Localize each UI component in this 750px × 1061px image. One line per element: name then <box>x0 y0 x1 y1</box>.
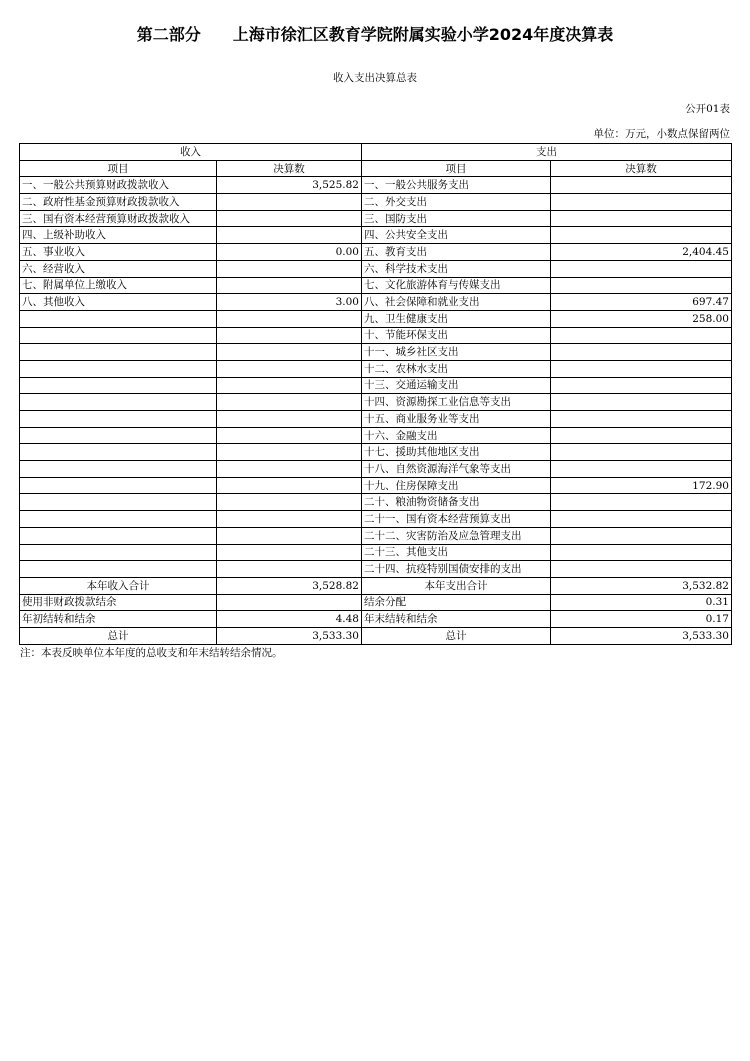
income-amount-cell <box>217 411 362 428</box>
table-row <box>20 227 732 244</box>
expense-item-cell: 二十一、国有资本经营预算支出 <box>362 511 551 528</box>
income-item-cell: 使用非财政拨款结余 <box>20 594 217 611</box>
expense-item-cell: 结余分配 <box>362 594 551 611</box>
expense-amount-cell <box>551 461 732 478</box>
income-amount-cell <box>217 377 362 394</box>
table-column-header-row <box>20 160 732 177</box>
income-item-cell <box>20 411 217 428</box>
expense-item-cell: 十七、援助其他地区支出 <box>362 444 551 461</box>
table-row <box>20 544 732 561</box>
expense-amount-cell <box>551 194 732 211</box>
income-amount-cell <box>217 194 362 211</box>
income-amount-cell: 4.48 <box>217 611 362 628</box>
income-amount-cell <box>217 210 362 227</box>
carryover-row <box>20 611 732 628</box>
expense-item-cell: 十二、农林水支出 <box>362 360 551 377</box>
expense-amount-cell: 0.17 <box>551 611 732 628</box>
income-item-cell: 七、附属单位上缴收入 <box>20 277 217 294</box>
income-item-cell <box>20 444 217 461</box>
table-row <box>20 444 732 461</box>
expense-amount-cell <box>551 544 732 561</box>
income-item-cell <box>20 344 217 361</box>
annual-total-row <box>20 577 732 594</box>
income-amount-cell <box>217 477 362 494</box>
income-item-cell <box>20 544 217 561</box>
table-row <box>20 244 732 261</box>
table-row <box>20 360 732 377</box>
non-fiscal-balance-row <box>20 594 732 611</box>
footnote: 注：本表反映单位本年度的总收支和年末结转结余情况。 <box>20 647 283 659</box>
income-amount-cell <box>217 544 362 561</box>
table-row <box>20 461 732 478</box>
income-item-cell <box>20 527 217 544</box>
expense-amount-cell <box>551 527 732 544</box>
expense-item-cell: 十八、自然资源海洋气象等支出 <box>362 461 551 478</box>
expense-amount-cell: 172.90 <box>551 477 732 494</box>
income-item-cell: 二、政府性基金预算财政拨款收入 <box>20 194 217 211</box>
income-item-cell: 六、经营收入 <box>20 260 217 277</box>
expense-item-cell: 十九、住房保障支出 <box>362 477 551 494</box>
expense-amount-cell: 2,404.45 <box>551 244 732 261</box>
table-row <box>20 494 732 511</box>
income-item-cell <box>20 327 217 344</box>
table-row <box>20 294 732 311</box>
income-item-cell: 一、一般公共预算财政拨款收入 <box>20 177 217 194</box>
income-amount-cell <box>217 444 362 461</box>
income-amount-cell <box>217 344 362 361</box>
expense-item-cell: 七、文化旅游体育与传媒支出 <box>362 277 551 294</box>
income-item-cell: 五、事业收入 <box>20 244 217 261</box>
expense-amount-cell <box>551 411 732 428</box>
table-row <box>20 310 732 327</box>
expense-item-cell: 四、公共安全支出 <box>362 227 551 244</box>
form-number: 公开01表 <box>685 103 730 115</box>
expense-item-cell: 八、社会保障和就业支出 <box>362 294 551 311</box>
budget-summary-table <box>19 143 732 645</box>
expense-amount-header: 决算数 <box>551 160 732 177</box>
expense-item-cell: 一、一般公共服务支出 <box>362 177 551 194</box>
expense-amount-cell <box>551 360 732 377</box>
expense-item-cell: 本年支出合计 <box>362 577 551 594</box>
income-item-cell: 八、其他收入 <box>20 294 217 311</box>
expense-item-cell: 五、教育支出 <box>362 244 551 261</box>
expense-item-cell: 九、卫生健康支出 <box>362 310 551 327</box>
expense-amount-cell: 258.00 <box>551 310 732 327</box>
expense-item-cell: 十三、交通运输支出 <box>362 377 551 394</box>
income-item-cell: 三、国有资本经营预算财政拨款收入 <box>20 210 217 227</box>
expense-amount-cell <box>551 427 732 444</box>
grand-total-row <box>20 627 732 644</box>
income-amount-cell <box>217 327 362 344</box>
expense-header: 支出 <box>362 144 732 161</box>
income-amount-cell <box>217 310 362 327</box>
expense-amount-cell: 697.47 <box>551 294 732 311</box>
expense-amount-cell: 0.31 <box>551 594 732 611</box>
income-amount-cell <box>217 227 362 244</box>
income-amount-cell <box>217 594 362 611</box>
table-row <box>20 561 732 578</box>
income-item-cell <box>20 511 217 528</box>
income-amount-cell <box>217 260 362 277</box>
expense-item-cell: 二十二、灾害防治及应急管理支出 <box>362 527 551 544</box>
income-amount-cell <box>217 360 362 377</box>
income-amount-cell <box>217 561 362 578</box>
expense-amount-cell <box>551 327 732 344</box>
expense-item-cell: 二十四、抗疫特别国债安排的支出 <box>362 561 551 578</box>
expense-item-cell: 二十三、其他支出 <box>362 544 551 561</box>
income-item-cell <box>20 477 217 494</box>
income-amount-cell: 3,533.30 <box>217 627 362 644</box>
table-row <box>20 427 732 444</box>
table-subtitle: 收入支出决算总表 <box>333 72 417 84</box>
income-item-cell <box>20 561 217 578</box>
page-title: 第二部分 上海市徐汇区教育学院附属实验小学2024年度决算表 <box>136 25 614 44</box>
expense-item-cell: 三、国防支出 <box>362 210 551 227</box>
expense-amount-cell <box>551 511 732 528</box>
table-group-header-row <box>20 144 732 161</box>
income-amount-cell <box>217 461 362 478</box>
expense-amount-cell <box>551 344 732 361</box>
income-amount-cell: 3.00 <box>217 294 362 311</box>
income-item-cell <box>20 394 217 411</box>
expense-item-cell: 十四、资源勘探工业信息等支出 <box>362 394 551 411</box>
unit-label: 单位：万元，小数点保留两位 <box>593 128 730 140</box>
income-amount-header: 决算数 <box>217 160 362 177</box>
income-item-cell <box>20 494 217 511</box>
expense-amount-cell <box>551 177 732 194</box>
table-row <box>20 377 732 394</box>
expense-item-cell: 十六、金融支出 <box>362 427 551 444</box>
income-item-cell: 四、上级补助收入 <box>20 227 217 244</box>
table-row <box>20 394 732 411</box>
table-row <box>20 477 732 494</box>
income-amount-cell <box>217 527 362 544</box>
expense-amount-cell <box>551 227 732 244</box>
income-amount-cell <box>217 394 362 411</box>
expense-item-cell: 十、节能环保支出 <box>362 327 551 344</box>
table-row <box>20 194 732 211</box>
income-item-cell <box>20 461 217 478</box>
expense-amount-cell: 3,533.30 <box>551 627 732 644</box>
table-row <box>20 210 732 227</box>
expense-amount-cell <box>551 377 732 394</box>
income-amount-cell <box>217 494 362 511</box>
expense-amount-cell <box>551 260 732 277</box>
expense-item-cell: 十五、商业服务业等支出 <box>362 411 551 428</box>
income-item-cell: 年初结转和结余 <box>20 611 217 628</box>
income-item-header: 项目 <box>20 160 217 177</box>
expense-amount-cell <box>551 277 732 294</box>
expense-amount-cell <box>551 561 732 578</box>
expense-amount-cell <box>551 444 732 461</box>
table-row <box>20 344 732 361</box>
income-item-cell: 总计 <box>20 627 217 644</box>
table-row <box>20 327 732 344</box>
table-row <box>20 260 732 277</box>
table-row <box>20 527 732 544</box>
income-amount-cell: 0.00 <box>217 244 362 261</box>
income-item-cell <box>20 377 217 394</box>
table-row <box>20 511 732 528</box>
table-row <box>20 277 732 294</box>
table-body <box>20 144 732 645</box>
income-header: 收入 <box>20 144 362 161</box>
income-item-cell: 本年收入合计 <box>20 577 217 594</box>
expense-item-cell: 二、外交支出 <box>362 194 551 211</box>
expense-item-cell: 年末结转和结余 <box>362 611 551 628</box>
income-amount-cell <box>217 277 362 294</box>
income-item-cell <box>20 427 217 444</box>
expense-item-cell: 十一、城乡社区支出 <box>362 344 551 361</box>
expense-amount-cell <box>551 494 732 511</box>
income-amount-cell: 3,528.82 <box>217 577 362 594</box>
expense-item-header: 项目 <box>362 160 551 177</box>
expense-item-cell: 二十、粮油物资储备支出 <box>362 494 551 511</box>
expense-item-cell: 六、科学技术支出 <box>362 260 551 277</box>
expense-item-cell: 总计 <box>362 627 551 644</box>
income-item-cell <box>20 310 217 327</box>
table-row <box>20 177 732 194</box>
income-amount-cell <box>217 511 362 528</box>
income-item-cell <box>20 360 217 377</box>
table-row <box>20 411 732 428</box>
expense-amount-cell <box>551 210 732 227</box>
expense-amount-cell: 3,532.82 <box>551 577 732 594</box>
expense-amount-cell <box>551 394 732 411</box>
income-amount-cell <box>217 427 362 444</box>
income-amount-cell: 3,525.82 <box>217 177 362 194</box>
